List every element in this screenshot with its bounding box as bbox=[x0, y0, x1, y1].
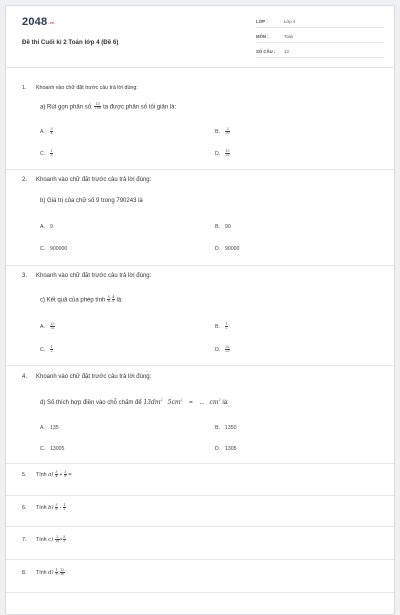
math-term bbox=[168, 399, 183, 406]
question-1 bbox=[22, 84, 382, 92]
option-letter: B. bbox=[215, 324, 220, 331]
option-d[interactable] bbox=[215, 446, 237, 452]
superscript: 2 bbox=[180, 398, 183, 402]
option-text: 90000 bbox=[225, 246, 240, 252]
numerator: 1 bbox=[63, 503, 66, 507]
option-letter: D. bbox=[215, 446, 221, 452]
option-d[interactable] bbox=[215, 246, 239, 252]
fraction bbox=[60, 569, 65, 576]
question-number: 4. bbox=[22, 374, 28, 380]
divider bbox=[6, 592, 394, 593]
question-number: 1. bbox=[22, 85, 27, 91]
sheet-header bbox=[6, 6, 394, 68]
divider bbox=[6, 526, 394, 527]
numerator: 12 bbox=[60, 568, 65, 572]
option-letter: D. bbox=[215, 151, 221, 158]
question-prompt bbox=[22, 536, 382, 544]
fraction bbox=[50, 346, 53, 353]
option-text: 1350 bbox=[225, 425, 237, 431]
part-label: b) bbox=[48, 505, 54, 512]
sub-text: c) Kết quả của phép tính bbox=[40, 297, 106, 304]
sub-text: là: bbox=[222, 400, 229, 406]
numerator: 1 bbox=[50, 149, 53, 153]
equals-sign: = bbox=[189, 400, 193, 406]
sub-text: là: bbox=[116, 297, 123, 304]
option-text: 1305 bbox=[225, 446, 237, 452]
option-letter: B. bbox=[215, 224, 220, 230]
fraction bbox=[225, 128, 230, 135]
option-text: 9 bbox=[50, 224, 53, 230]
option-letter: A. bbox=[40, 224, 45, 230]
divider bbox=[6, 365, 394, 366]
option-a[interactable] bbox=[40, 224, 53, 230]
option-text: 135 bbox=[50, 425, 59, 431]
numerator: 3 bbox=[226, 127, 229, 131]
option-b[interactable] bbox=[215, 128, 230, 135]
meta-value: Toán bbox=[284, 34, 294, 39]
option-letter: D. bbox=[215, 246, 221, 252]
numerator: 32 bbox=[225, 345, 230, 349]
question-number: 6. bbox=[22, 505, 27, 512]
question-2 bbox=[22, 176, 382, 184]
denominator: 25 bbox=[225, 153, 230, 158]
fraction bbox=[50, 150, 53, 157]
question-prompt bbox=[22, 504, 382, 512]
option-c[interactable] bbox=[40, 246, 67, 252]
question-number: 7. bbox=[22, 537, 27, 544]
fraction bbox=[112, 296, 115, 303]
sub-question bbox=[40, 103, 176, 110]
question-5 bbox=[22, 471, 382, 479]
divider bbox=[6, 169, 394, 170]
part-label: a) bbox=[48, 472, 54, 479]
numerator: 1 bbox=[225, 322, 228, 326]
divider bbox=[6, 265, 394, 266]
numerator: 5 bbox=[55, 503, 58, 507]
denominator: 8 bbox=[107, 299, 110, 304]
prompt-text: Tính bbox=[36, 472, 47, 479]
math-value: 13dm bbox=[143, 399, 161, 406]
sub-question: b) Giá trị của chữ số 9 trong 790243 là bbox=[40, 198, 143, 204]
denominator: 25 bbox=[225, 349, 230, 354]
sub-question bbox=[40, 398, 229, 406]
meta-key: LỚP : bbox=[256, 19, 268, 24]
fraction bbox=[50, 323, 55, 330]
meta-value: 13 bbox=[284, 49, 289, 54]
logo[interactable] bbox=[22, 16, 55, 28]
sub-question bbox=[40, 296, 123, 303]
question-8 bbox=[22, 569, 382, 577]
question-4 bbox=[22, 373, 382, 381]
option-b[interactable] bbox=[215, 224, 231, 230]
option-a[interactable] bbox=[40, 425, 59, 431]
question-prompt bbox=[22, 84, 382, 92]
option-c[interactable] bbox=[40, 150, 53, 157]
divider bbox=[6, 463, 394, 464]
denominator: 2 bbox=[50, 349, 53, 354]
operator: : bbox=[58, 570, 60, 577]
fraction bbox=[63, 504, 66, 511]
question-number: 5. bbox=[22, 472, 27, 479]
option-letter: D. bbox=[215, 347, 221, 354]
fraction bbox=[55, 471, 58, 478]
option-a[interactable] bbox=[40, 128, 53, 135]
operator: : bbox=[110, 297, 112, 304]
question-3 bbox=[22, 272, 382, 280]
fraction bbox=[50, 128, 53, 135]
superscript: 2 bbox=[160, 398, 163, 402]
numerator: 3 bbox=[64, 470, 67, 474]
numerator: 15 bbox=[95, 102, 100, 106]
option-letter: A. bbox=[40, 425, 45, 431]
sub-text: ta được phân số tối giản là: bbox=[103, 104, 177, 111]
question-prompt bbox=[22, 272, 382, 280]
fraction bbox=[94, 103, 101, 110]
denominator: 4 bbox=[50, 131, 53, 136]
numerator: 3 bbox=[55, 470, 58, 474]
math-term bbox=[210, 399, 221, 406]
meta-key: SỐ CÂU : bbox=[256, 49, 276, 54]
option-letter: B. bbox=[215, 425, 220, 431]
fraction bbox=[225, 323, 228, 330]
denominator: 8 bbox=[55, 572, 58, 577]
meta-value: Lớp 4 bbox=[284, 19, 296, 24]
fraction bbox=[64, 471, 67, 478]
option-letter: C. bbox=[40, 151, 46, 158]
numerator: 2 bbox=[56, 535, 59, 539]
fraction bbox=[63, 536, 66, 543]
operator: - bbox=[59, 505, 62, 512]
option-b[interactable] bbox=[215, 323, 228, 330]
denominator: 2 bbox=[225, 326, 228, 331]
operator: × bbox=[59, 537, 63, 544]
operator: + bbox=[59, 472, 63, 479]
exam-sheet bbox=[5, 5, 395, 615]
denominator: 32 bbox=[50, 326, 55, 331]
option-c[interactable] bbox=[40, 446, 64, 452]
denominator: 6 bbox=[55, 507, 58, 512]
prompt-text: Khoanh vào chữ đặt trước câu trả lời đúng: bbox=[36, 374, 152, 380]
denominator: 15 bbox=[55, 539, 60, 544]
prompt-text: Khoanh vào chữ đặt trước câu trả lời đúng: bbox=[36, 177, 152, 183]
numerator: 5 bbox=[107, 295, 110, 299]
denominator: 10 bbox=[60, 572, 65, 577]
option-letter: A. bbox=[40, 324, 45, 331]
question-prompt bbox=[22, 176, 382, 184]
option-a[interactable] bbox=[40, 323, 55, 330]
denominator: 2 bbox=[63, 539, 66, 544]
question-number: 8. bbox=[22, 570, 27, 577]
option-d[interactable] bbox=[215, 150, 230, 157]
divider bbox=[6, 559, 394, 560]
denominator: 2 bbox=[63, 507, 66, 512]
denominator: 100 bbox=[94, 106, 101, 111]
question-prompt bbox=[22, 373, 382, 381]
option-b[interactable] bbox=[215, 425, 237, 431]
numerator: 3 bbox=[50, 127, 53, 131]
fraction bbox=[225, 346, 230, 353]
divider bbox=[6, 495, 394, 496]
meta-count bbox=[256, 48, 384, 58]
question-prompt bbox=[22, 471, 382, 479]
option-d[interactable] bbox=[215, 346, 230, 353]
math-value: 5cm bbox=[167, 399, 181, 406]
option-text: 900000 bbox=[50, 246, 68, 252]
part-label: c) bbox=[48, 537, 54, 544]
option-letter: C. bbox=[40, 246, 46, 252]
superscript: 2 bbox=[218, 398, 221, 402]
option-letter: C. bbox=[40, 446, 46, 452]
prompt-text: Tính bbox=[36, 570, 47, 577]
meta-subject bbox=[256, 33, 384, 43]
numerator: 4 bbox=[112, 295, 115, 299]
numerator: 5 bbox=[63, 535, 66, 539]
denominator: 5 bbox=[50, 153, 53, 158]
equals-sign: = bbox=[68, 472, 72, 479]
denominator: 5 bbox=[112, 299, 115, 304]
prompt-text: Khoanh vào chữ đặt trước câu trả lời đúng: bbox=[36, 85, 138, 91]
denominator: 20 bbox=[225, 131, 230, 136]
meta-key: MÔN : bbox=[256, 34, 269, 39]
sub-text: d) Số thích hợp điền vào chỗ chấm để bbox=[40, 400, 142, 406]
denominator: 4 bbox=[55, 474, 58, 479]
numerator: 25 bbox=[50, 322, 55, 326]
numerator: 1 bbox=[55, 568, 58, 572]
denominator: 8 bbox=[64, 474, 67, 479]
part-label: d) bbox=[48, 570, 54, 577]
question-number: 3. bbox=[22, 273, 28, 279]
option-letter: A. bbox=[40, 129, 45, 136]
option-c[interactable] bbox=[40, 346, 53, 353]
logo-main: 2048 bbox=[22, 16, 48, 28]
option-text: 13005 bbox=[50, 446, 65, 452]
sub-text: a) Rút gọn phân số: bbox=[40, 104, 93, 111]
numerator: 15 bbox=[225, 149, 230, 153]
question-6 bbox=[22, 504, 382, 512]
numerator: 1 bbox=[50, 345, 53, 349]
option-letter: C. bbox=[40, 347, 46, 354]
question-number: 2. bbox=[22, 177, 28, 183]
fraction bbox=[225, 150, 230, 157]
option-text: 90 bbox=[225, 224, 231, 230]
exam-title: Đề thi Cuối kì 2 Toán lớp 4 (Đề 6) bbox=[22, 39, 119, 46]
question-prompt bbox=[22, 569, 382, 577]
meta-class bbox=[256, 18, 384, 28]
blank-dots: ... bbox=[199, 400, 205, 406]
option-letter: B. bbox=[215, 129, 220, 136]
prompt-text: Tính bbox=[36, 537, 47, 544]
prompt-text: Khoanh vào chữ đặt trước câu trả lời đúng: bbox=[36, 273, 152, 279]
fraction bbox=[55, 504, 58, 511]
prompt-text: Tính bbox=[36, 505, 47, 512]
logo-sub: .vn bbox=[48, 19, 55, 25]
question-7 bbox=[22, 536, 382, 544]
math-value: cm bbox=[209, 399, 219, 406]
math-term bbox=[143, 399, 162, 406]
